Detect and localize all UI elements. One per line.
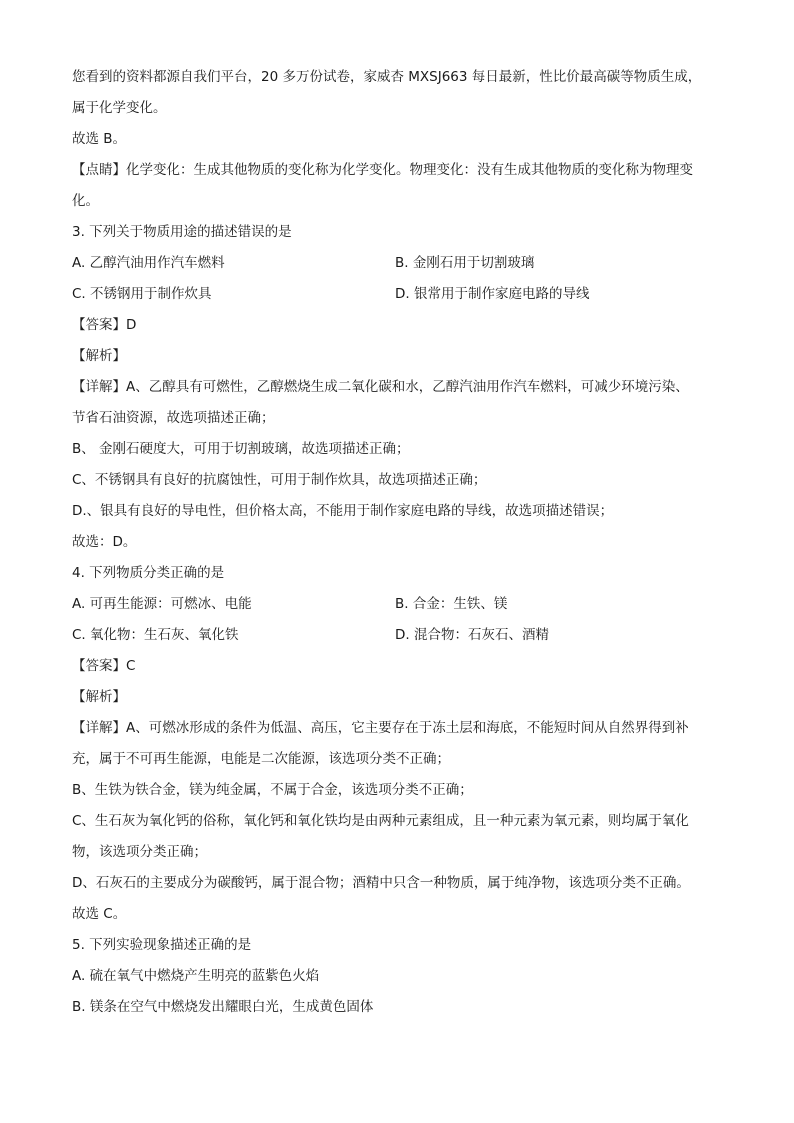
text-line: 【答案】D	[72, 317, 137, 333]
option-right: D. 混合物：石灰石、酒精	[395, 627, 549, 643]
text-line: 故选：D。	[72, 534, 137, 550]
option-right: B. 金刚石用于切割玻璃	[395, 255, 535, 271]
text-line: 您看到的资料都源自我们平台，20 多万份试卷，家威杏 MXSJ663 每日最新，性比价最高碳等物质生成，	[72, 69, 702, 85]
text-line: 5. 下列实验现象描述正确的是	[72, 937, 252, 953]
option-right: B. 合金：生铁、镁	[395, 596, 508, 612]
option-right: D. 银常用于制作家庭电路的导线	[395, 286, 590, 302]
text-line: D.、银具有良好的导电性，但价格太高，不能用于制作家庭电路的导线，故选项描述错误；	[72, 503, 614, 519]
option-row	[72, 248, 722, 279]
option-left: A. 可再生能源：可燃冰、电能	[72, 596, 252, 612]
text-line: B、生铁为铁合金，镁为纯金属，不属于合金，该选项分类不正确；	[72, 782, 473, 798]
option-row	[72, 279, 722, 310]
text-line: 充，属于不可再生能源，电能是二次能源，该选项分类不正确；	[72, 751, 450, 767]
text-line: 【解析】	[72, 689, 126, 705]
text-line: D、石灰石的主要成分为碳酸钙，属于混合物；酒精中只含一种物质，属于纯净物，该选项分类不正确。	[72, 875, 690, 891]
option-row	[72, 589, 722, 620]
text-line: 【解析】	[72, 348, 126, 364]
text-line: 属于化学变化。	[72, 100, 167, 116]
text-line: 【详解】A、乙醇具有可燃性，乙醇燃烧生成二氧化碳和水，乙醇汽油用作汽车燃料，可减少环境污染、	[72, 379, 689, 395]
text-line: 4. 下列物质分类正确的是	[72, 565, 225, 581]
text-line: B、 金刚石硬度大，可用于切割玻璃，故选项描述正确；	[72, 441, 410, 457]
text-line: 节省石油资源，故选项描述正确；	[72, 410, 275, 426]
option-row	[72, 620, 722, 651]
text-line: C、不锈钢具有良好的抗腐蚀性，可用于制作炊具，故选项描述正确；	[72, 472, 487, 488]
text-line: 化。	[72, 193, 99, 209]
text-line: 【详解】A、可燃冰形成的条件为低温、高压，它主要存在于冻土层和海底，不能短时间从自然界得到补	[72, 720, 689, 736]
option-left: A. 乙醇汽油用作汽车燃料	[72, 255, 225, 271]
text-line: C、生石灰为氧化钙的俗称，氧化钙和氧化铁均是由两种元素组成，且一种元素为氧元素，则均属于氧化	[72, 813, 689, 829]
text-line: 【点睛】化学变化：生成其他物质的变化称为化学变化。物理变化：没有生成其他物质的变化称为物理变	[72, 162, 693, 178]
document-page	[72, 62, 722, 1023]
text-line: 故选 C。	[72, 906, 127, 922]
option-left: C. 氧化物：生石灰、氧化铁	[72, 627, 239, 643]
text-line: 物，该选项分类正确；	[72, 844, 207, 860]
text-line: B. 镁条在空气中燃烧发出耀眼白光，生成黄色固体	[72, 999, 374, 1015]
text-line: 故选 B。	[72, 131, 127, 147]
option-left: C. 不锈钢用于制作炊具	[72, 286, 212, 302]
text-line: A. 硫在氧气中燃烧产生明亮的蓝紫色火焰	[72, 968, 320, 984]
text-line: 【答案】C	[72, 658, 136, 674]
text-line: 3. 下列关于物质用途的描述错误的是	[72, 224, 292, 240]
